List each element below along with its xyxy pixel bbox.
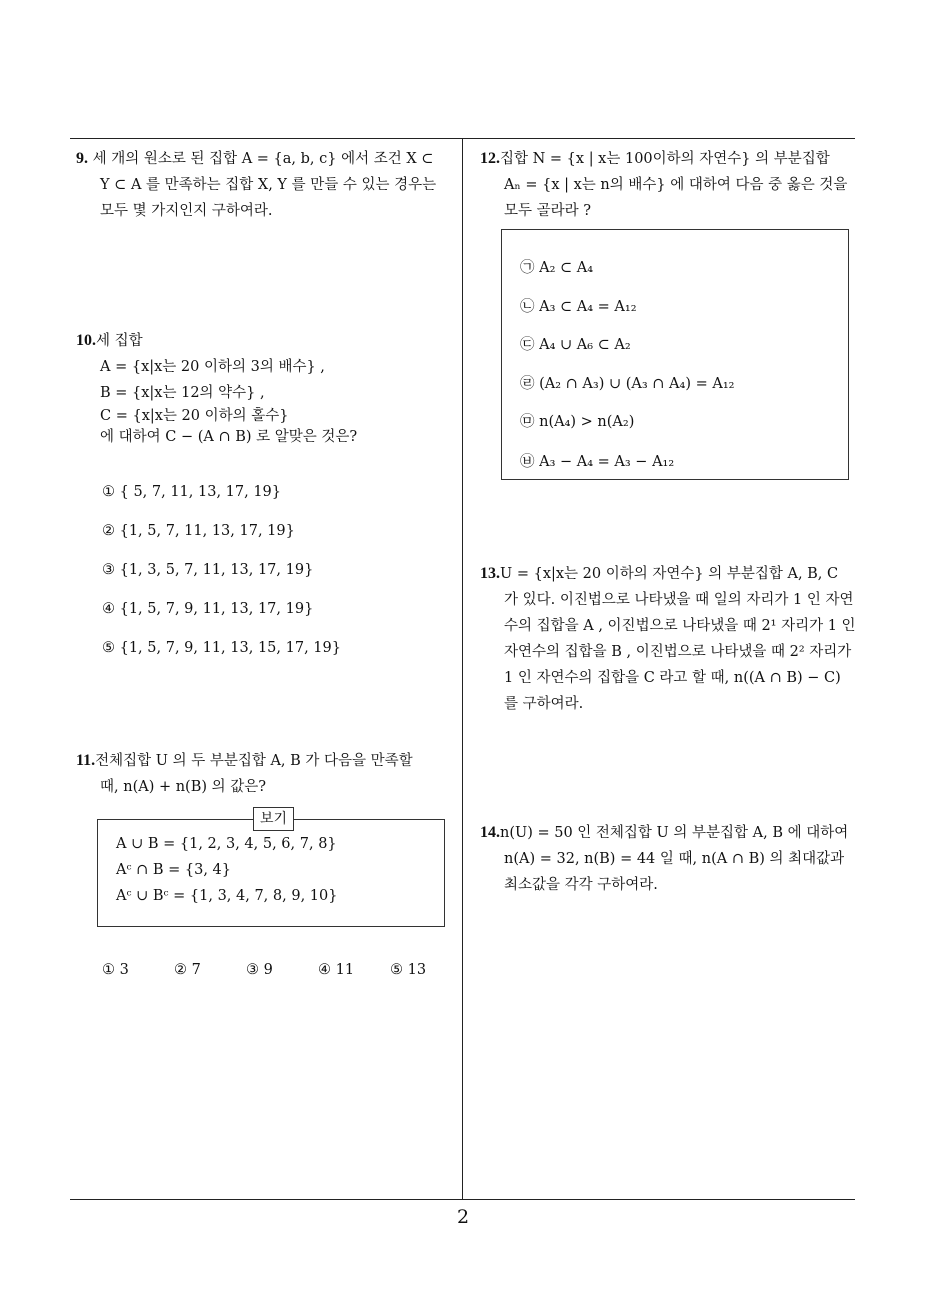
question-text-line: 1 인 자연수의 집합을 C 라고 할 때, n((A ∩ B) − C)	[504, 670, 841, 686]
question-11	[76, 748, 460, 800]
choice-5[interactable]: ⑤ {1, 5, 7, 9, 11, 13, 15, 17, 19}	[102, 640, 341, 656]
options-box	[501, 229, 849, 480]
bogi-condition: A ∪ B = {1, 2, 3, 4, 5, 6, 7, 8}	[116, 836, 337, 852]
bogi-box	[97, 811, 445, 927]
choice-3[interactable]: ③ 9	[246, 962, 273, 978]
question-text-line: Aₙ = {x | x는 n의 배수} 에 대하여 다음 중 옳은 것을	[504, 177, 848, 193]
question-14	[480, 820, 860, 898]
bogi-condition: Aᶜ ∪ Bᶜ = {1, 3, 4, 7, 8, 9, 10}	[116, 888, 338, 904]
choice-1[interactable]: ① 3	[102, 962, 129, 978]
question-text-line: 세 개의 원소로 된 집합 A = {a, b, c} 에서 조건 X ⊂	[92, 151, 434, 167]
bogi-label: 보기	[253, 807, 294, 831]
set-definition: C = {x|x는 20 이하의 홀수}	[100, 408, 289, 424]
option: ㉤ n(A₄) > n(A₂)	[520, 414, 635, 430]
question-number: 14.	[480, 824, 500, 841]
choice-2[interactable]: ② {1, 5, 7, 11, 13, 17, 19}	[102, 523, 295, 539]
option: ㉠ A₂ ⊂ A₄	[520, 260, 594, 276]
bogi-condition: Aᶜ ∩ B = {3, 4}	[116, 862, 232, 878]
question-text-line: 때, n(A) + n(B) 의 값은?	[100, 779, 267, 795]
question-text-line: U = {x|x는 20 이하의 자연수} 의 부분집합 A, B, C	[500, 566, 839, 582]
choice-3[interactable]: ③ {1, 3, 5, 7, 11, 13, 17, 19}	[102, 562, 314, 578]
choice-2[interactable]: ② 7	[174, 962, 201, 978]
question-text-line: n(A) = 32, n(B) = 44 일 때, n(A ∩ B) 의 최대값과	[504, 851, 845, 867]
question-10-choices	[102, 473, 462, 668]
question-12	[480, 146, 860, 224]
question-number: 10.	[76, 332, 96, 349]
bottom-rule	[70, 1199, 855, 1200]
question-text-line: 가 있다. 이진법으로 나타냈을 때 일의 자리가 1 인 자연	[504, 592, 854, 608]
question-text-line: 최소값을 각각 구하여라.	[504, 877, 658, 893]
question-number: 12.	[480, 150, 500, 167]
choice-5[interactable]: ⑤ 13	[390, 962, 427, 978]
question-13	[480, 561, 860, 717]
page-number: 2	[456, 1206, 470, 1228]
question-text-line: 모두 몇 가지인지 구하여라.	[100, 203, 273, 219]
choice-1[interactable]: ① { 5, 7, 11, 13, 17, 19}	[102, 484, 282, 500]
option: ㉥ A₃ − A₄ = A₃ − A₁₂	[520, 454, 675, 470]
question-text-line: 수의 집합을 A , 이진법으로 나타냈을 때 2¹ 자리가 1 인	[504, 618, 856, 634]
choice-4[interactable]: ④ 11	[318, 962, 355, 978]
set-definition: A = {x|x는 20 이하의 3의 배수} ,	[100, 359, 325, 375]
question-intro: 세 집합	[96, 333, 143, 349]
question-text-line: 집합 N = {x | x는 100이하의 자연수} 의 부분집합	[500, 151, 830, 167]
option: ㉡ A₃ ⊂ A₄ = A₁₂	[520, 299, 637, 315]
question-text-line: Y ⊂ A 를 만족하는 집합 X, Y 를 만들 수 있는 경우는	[100, 177, 437, 193]
question-number: 11.	[76, 752, 96, 769]
question-text-line: 자연수의 집합을 B , 이진법으로 나타냈을 때 2² 자리가	[504, 644, 852, 660]
question-text-line: 를 구하여라.	[504, 696, 584, 712]
option: ㉣ (A₂ ∩ A₃) ∪ (A₃ ∩ A₄) = A₁₂	[520, 376, 735, 392]
question-text-line: 모두 골라라 ?	[504, 203, 592, 219]
question-text-line: 전체집합 U 의 두 부분집합 A, B 가 다음을 만족할	[95, 753, 413, 769]
question-text-line: n(U) = 50 인 전체집합 U 의 부분집합 A, B 에 대하여	[500, 825, 849, 841]
question-9	[76, 146, 460, 224]
set-definition: B = {x|x는 12의 약수} ,	[100, 385, 265, 401]
choice-4[interactable]: ④ {1, 5, 7, 9, 11, 13, 17, 19}	[102, 601, 314, 617]
question-10	[76, 328, 460, 448]
option: ㉢ A₄ ∪ A₆ ⊂ A₂	[520, 337, 631, 353]
question-number: 9.	[76, 150, 88, 167]
question-number: 13.	[480, 565, 500, 582]
column-divider	[462, 138, 463, 1200]
question-11-choices	[102, 957, 462, 983]
question-text-line: 에 대하여 C − (A ∩ B) 로 알맞은 것은?	[100, 429, 358, 445]
